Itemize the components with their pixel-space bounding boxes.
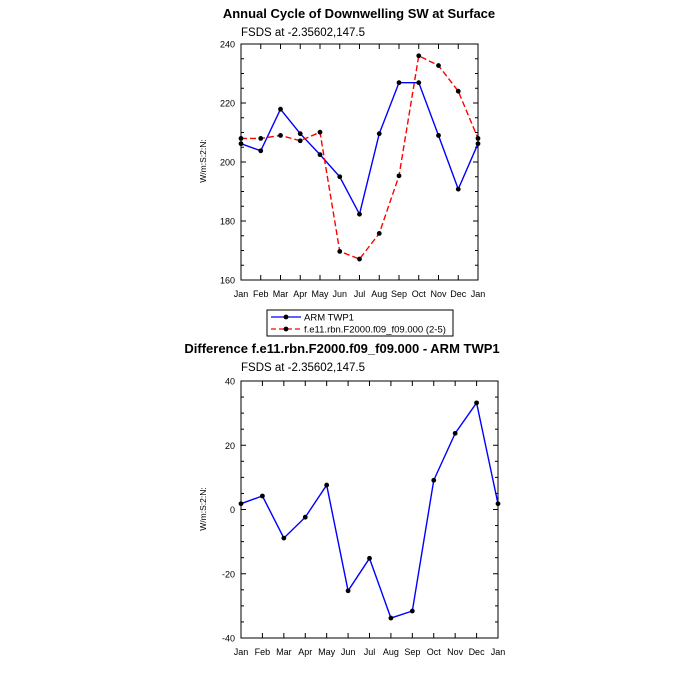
- tick-labels: [222, 377, 505, 658]
- data-point-s2-7: [377, 231, 382, 236]
- series-line-1: [241, 83, 478, 215]
- plot-border: [241, 44, 478, 280]
- x-tick-label: Dec: [450, 289, 467, 299]
- data-point-s2-0: [239, 136, 244, 141]
- data-point-s1-9: [431, 478, 436, 483]
- data-point-s1-0: [239, 141, 244, 146]
- x-tick-label: Mar: [276, 647, 292, 657]
- data-point-s1-5: [346, 588, 351, 593]
- chart-subtitle: FSDS at -2.35602,147.5: [241, 362, 366, 374]
- x-tick-label: Sep: [404, 647, 421, 657]
- y-tick-label: 200: [219, 157, 235, 168]
- legend: [267, 310, 453, 336]
- data-point-s1-4: [318, 152, 323, 157]
- x-tick-label: Feb: [254, 647, 271, 657]
- data-point-s1-9: [416, 80, 421, 85]
- legend-label-arm: ARM TWP1: [304, 312, 354, 324]
- y-tick-label: 40: [224, 376, 235, 387]
- legend-marker-model: [284, 327, 289, 332]
- y-tick-label: 220: [219, 98, 235, 109]
- y-tick-label: -40: [221, 633, 235, 644]
- data-point-s1-0: [239, 501, 244, 506]
- y-tick-label: 160: [219, 275, 235, 286]
- data-point-s1-8: [397, 80, 402, 85]
- x-tick-label: Jan: [233, 647, 249, 657]
- data-point-s1-4: [324, 483, 329, 488]
- data-point-s2-2: [278, 133, 283, 138]
- data-point-s1-10: [453, 431, 458, 436]
- data-point-s2-12: [476, 136, 481, 141]
- x-tick-label: Jun: [340, 647, 356, 657]
- data-point-s2-9: [416, 53, 421, 58]
- data-point-s2-1: [258, 136, 263, 141]
- x-tick-label: Jul: [363, 647, 376, 657]
- x-tick-label: Jun: [332, 289, 348, 299]
- x-tick-label: Oct: [426, 647, 441, 657]
- data-point-s2-8: [397, 173, 402, 178]
- data-point-s1-7: [377, 131, 382, 136]
- data-point-s2-4: [318, 130, 323, 135]
- data-point-s1-8: [410, 609, 415, 614]
- y-tick-label: 180: [219, 216, 235, 227]
- chart-subtitle: FSDS at -2.35602,147.5: [241, 27, 366, 39]
- data-point-s1-11: [474, 400, 479, 405]
- x-tick-label: Aug: [382, 647, 399, 657]
- x-tick-label: Nov: [447, 647, 464, 657]
- x-tick-label: May: [311, 289, 329, 299]
- tick-labels: [220, 40, 485, 300]
- x-tick-label: Apr: [298, 647, 313, 657]
- series-line-2: [241, 56, 478, 259]
- data-point-s1-12: [496, 501, 501, 506]
- plot-marks: [239, 53, 481, 261]
- chart-title: Annual Cycle of Downwelling SW at Surface: [222, 6, 496, 21]
- data-point-s1-6: [367, 556, 372, 561]
- y-tick-label: 240: [219, 39, 235, 50]
- x-tick-label: Jan: [233, 289, 249, 299]
- y-tick-label: 0: [229, 505, 235, 515]
- x-tick-label: Oct: [411, 289, 426, 299]
- series-line-1: [241, 403, 498, 618]
- x-tick-label: Mar: [272, 289, 289, 299]
- data-point-s1-7: [389, 616, 394, 621]
- plot-frame: [241, 44, 478, 280]
- x-tick-label: Jan: [490, 647, 506, 657]
- x-tick-label: Dec: [468, 647, 485, 657]
- x-tick-label: Sep: [390, 289, 408, 299]
- data-point-s2-6: [357, 257, 362, 262]
- data-point-s1-12: [476, 141, 481, 146]
- data-point-s2-10: [436, 63, 441, 68]
- data-point-s1-2: [281, 536, 286, 541]
- x-tick-label: Nov: [430, 289, 447, 299]
- data-point-s1-1: [260, 494, 265, 499]
- data-point-s1-6: [357, 212, 362, 217]
- plot-frame: [241, 381, 498, 638]
- y-axis-label: W/m:S:2:N:: [198, 487, 208, 531]
- x-tick-label: Jan: [470, 289, 486, 299]
- difference-chart: [184, 341, 505, 657]
- y-tick-label: -20: [221, 569, 235, 580]
- x-tick-label: Feb: [252, 289, 269, 299]
- data-point-s2-3: [298, 138, 303, 143]
- data-point-s1-11: [456, 187, 461, 192]
- x-tick-label: May: [318, 647, 336, 657]
- y-axis-label: W/m:S:2:N:: [198, 139, 208, 183]
- data-point-s1-3: [303, 515, 308, 520]
- data-point-s1-5: [337, 174, 342, 179]
- legend-label-model: f.e11.rbn.F2000.f09_f09.000 (2-5): [304, 324, 446, 336]
- data-point-s2-11: [456, 89, 461, 94]
- plot-marks: [239, 400, 501, 620]
- data-point-s1-1: [258, 148, 263, 153]
- x-tick-label: Jul: [353, 289, 366, 299]
- data-point-s1-3: [298, 131, 303, 136]
- y-tick-label: 20: [224, 440, 235, 451]
- data-point-s1-2: [278, 107, 283, 112]
- x-tick-label: Aug: [371, 289, 388, 299]
- x-tick-label: Apr: [293, 289, 308, 299]
- data-point-s1-10: [436, 133, 441, 138]
- plot-border: [241, 381, 498, 638]
- annual-cycle-chart: [198, 6, 495, 336]
- data-point-s2-5: [337, 249, 342, 254]
- chart-title: Difference f.e11.rbn.F2000.f09_f09.000 - ARM TWP1: [184, 341, 500, 356]
- legend-marker-arm: [284, 315, 289, 320]
